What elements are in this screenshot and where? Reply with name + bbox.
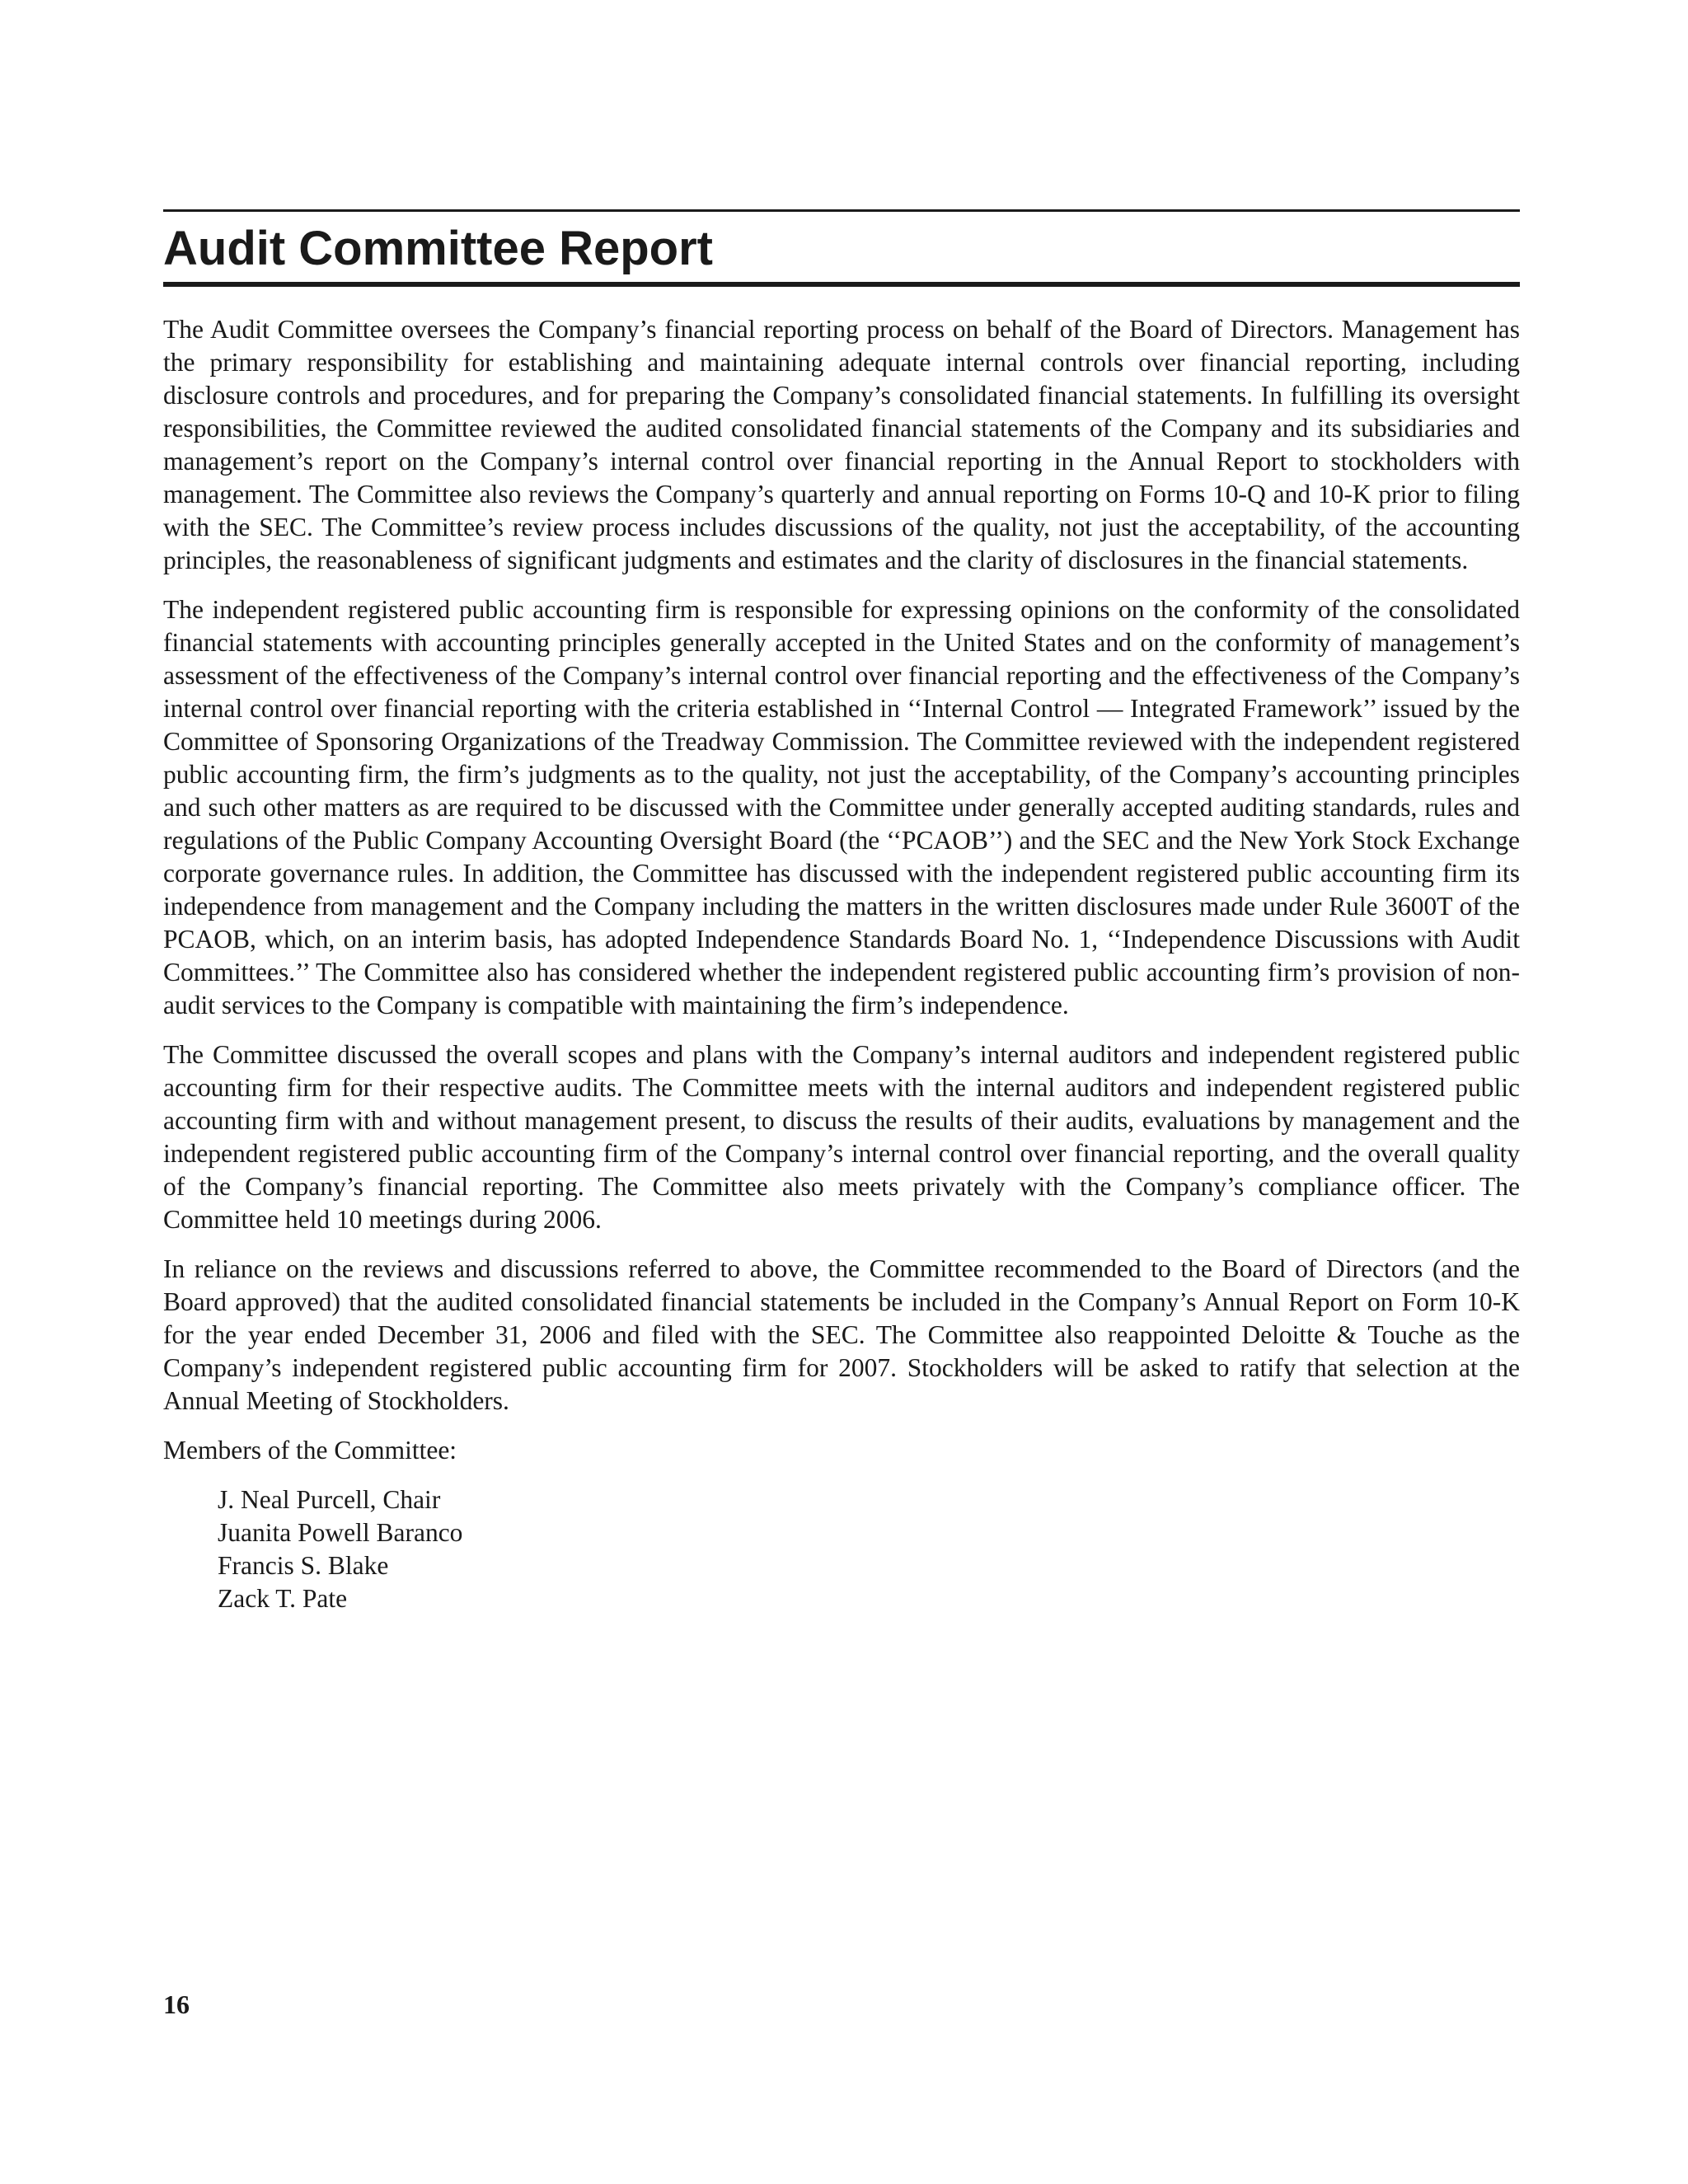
members-label: Members of the Committee:	[163, 1436, 457, 1465]
committee-member: Juanita Powell Baranco	[218, 1518, 463, 1547]
committee-member: Zack T. Pate	[218, 1584, 348, 1613]
paragraph-oversight: The Audit Committee oversees the Company’s financial reporting process on behalf of the Board of Directors. Management has the primary responsibility for establishing and maintaining adequate internal controls over financial reporting, including disclosure controls and procedures, and for preparing the Company’s consolidated financial statements. In fulfilling its oversight responsibilities, the Committee reviewed the audited consolidated financial statements of the Company and its subsidiaries and management’s report on the Company’s internal control over financial reporting in the Annual Report to stockholders with management. The Committee also reviews the Company’s quarterly and annual reporting on Forms 10-Q and 10-K prior to filing with the SEC. The Committee’s review process includes discussions of the quality, not just the acceptability, of the accounting principles, the reasonableness of significant judgments and estimates and the clarity of disclosures in the financial statements.	[163, 315, 1520, 574]
report-body	[163, 313, 1520, 1615]
title-top-rule	[163, 209, 1520, 212]
committee-member: Francis S. Blake	[218, 1551, 389, 1580]
title-bottom-rule	[163, 282, 1520, 287]
page-number: 16	[163, 1990, 190, 2019]
paragraph-recommendation: In reliance on the reviews and discussions referred to above, the Committee recommended to the Board of Directors (and the Board approved) that the audited consolidated financial statements be included in the Company’s Annual Report on Form 10-K for the year ended December 31, 2006 and filed with the SEC. The Committee also reappointed Deloitte & Touche as the Company’s independent registered public accounting firm for 2007. Stockholders will be asked to ratify that selection at the Annual Meeting of Stockholders.	[163, 1254, 1520, 1415]
paragraph-scope-and-plans: The Committee discussed the overall scopes and plans with the Company’s internal auditors and independent registered public accounting firm for their respective audits. The Committee meets with the internal auditors and independent registered public accounting firm with and without management present, to discuss the results of their audits, evaluations by management and the independent registered public accounting firm of the Company’s internal control over financial reporting, and the overall quality of the Company’s financial reporting. The Committee also meets privately with the Company’s compliance officer. The Committee held 10 meetings during 2006.	[163, 1040, 1520, 1234]
committee-member: J. Neal Purcell, Chair	[218, 1485, 441, 1514]
committee-members-list	[163, 1483, 1520, 1615]
page-title: Audit Committee Report	[163, 222, 713, 275]
paragraph-independent-firm: The independent registered public accounting firm is responsible for expressing opinions on the conformity of the consolidated financial statements with accounting principles generally accepted in the United States and on the conformity of management’s assessment of the effectiveness of the Company’s internal control over financial reporting and the effectiveness of the Company’s internal control over financial reporting with the criteria established in ‘‘Internal Control — Integrated Framework’’ issued by the Committee of Sponsoring Organizations of the Treadway Commission. The Committee reviewed with the independent registered public accounting firm, the firm’s judgments as to the quality, not just the acceptability, of the Company’s accounting principles and such other matters as are required to be discussed with the Committee under generally accepted auditing standards, rules and regulations of the Public Company Accounting Oversight Board (the ‘‘PCAOB’’) and the SEC and the New York Stock Exchange corporate governance rules. In addition, the Committee has discussed with the independent registered public accounting firm its independence from management and the Company including the matters in the written disclosures made under Rule 3600T of the PCAOB, which, on an interim basis, has adopted Independence Standards Board No. 1, ‘‘Independence Discussions with Audit Committees.’’ The Committee also has considered whether the independent registered public accounting firm’s provision of non-audit services to the Company is compatible with maintaining the firm’s independence.	[163, 595, 1520, 1019]
